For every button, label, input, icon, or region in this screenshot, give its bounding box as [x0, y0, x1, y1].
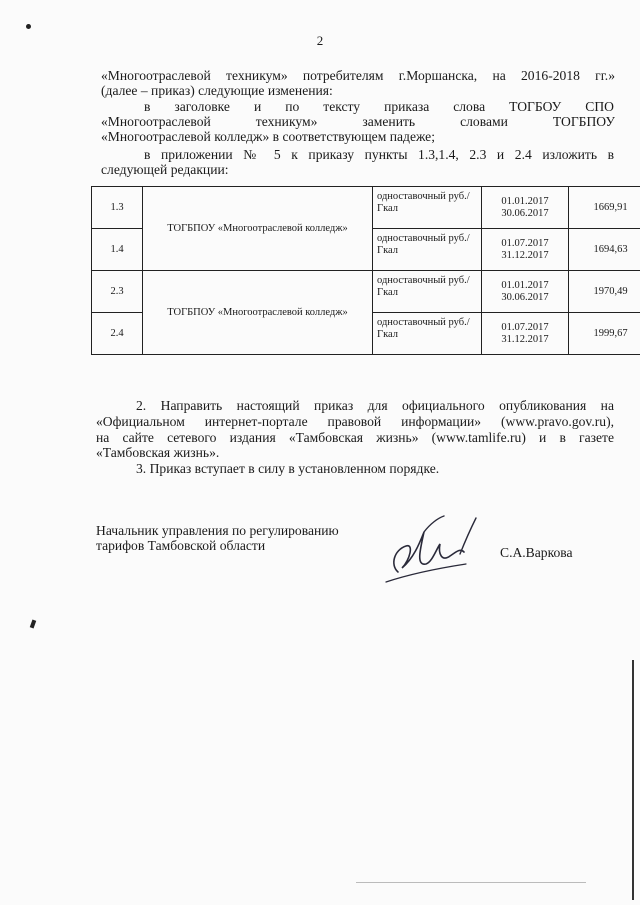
tariff-table	[91, 186, 640, 355]
tariff-value: 1694,63	[569, 229, 640, 271]
change-1-line-3: «Многоотраслевой колледж» в соответствующем падеже;	[101, 129, 435, 144]
intro-line-2: (далее – приказ) следующие изменения:	[101, 83, 333, 98]
tariff-value: 1999,67	[569, 313, 640, 355]
period-from: 01.01.2017	[501, 279, 549, 291]
period-from: 01.07.2017	[501, 321, 549, 333]
unit-cell: одноставочный руб./Гкал	[373, 229, 482, 271]
table-row	[92, 271, 640, 313]
change-1-line-2: «Многоотраслевой техникум» заменить словами ТОГБПОУ	[101, 114, 615, 129]
signatory-title-line-1: Начальник управления по регулированию	[96, 523, 339, 538]
change-1-line-1: в заголовке и по тексту приказа слова ТОГБОУ СПО	[144, 99, 614, 114]
period-from: 01.01.2017	[501, 195, 549, 207]
signatory-name: С.А.Варкова	[500, 545, 573, 560]
unit-cell: одноставочный руб./Гкал	[373, 271, 482, 313]
signatory-title	[96, 523, 339, 553]
period-to: 30.06.2017	[501, 207, 549, 219]
row-number: 2.4	[92, 313, 143, 355]
period-cell	[482, 229, 569, 271]
change-2-line-1: в приложении № 5 к приказу пункты 1.3,1.4, 2.3 и 2.4 изложить в	[144, 147, 614, 162]
table-row	[92, 187, 640, 229]
scan-edge-line	[632, 660, 634, 900]
period-cell	[482, 187, 569, 229]
unit-cell: одноставочный руб./Гкал	[373, 187, 482, 229]
scan-speck	[30, 620, 36, 629]
page-number: 2	[316, 33, 324, 48]
period-cell	[482, 271, 569, 313]
signatory-title-line-2: тарифов Тамбовской области	[96, 538, 266, 553]
change-2-line-2: следующей редакции:	[101, 162, 229, 177]
row-number: 1.3	[92, 187, 143, 229]
item-2-line-3: на сайте сетевого издания «Тамбовская жизнь» (www.tamlife.ru) и в газете	[96, 430, 614, 445]
item-3: 3. Приказ вступает в силу в установленном порядке.	[136, 461, 440, 476]
period-to: 30.06.2017	[501, 291, 549, 303]
organization-cell: ТОГБПОУ «Многоотраслевой колледж»	[143, 271, 373, 355]
intro-line-1: «Многоотраслевой техникум» потребителям г.Моршанска, на 2016-2018 гг.»	[101, 68, 615, 83]
organization-cell: ТОГБПОУ «Многоотраслевой колледж»	[143, 187, 373, 271]
period-cell	[482, 313, 569, 355]
tariff-value: 1669,91	[569, 187, 640, 229]
row-number: 1.4	[92, 229, 143, 271]
period-from: 01.07.2017	[501, 237, 549, 249]
handwritten-signature	[380, 510, 490, 590]
period-to: 31.12.2017	[501, 249, 549, 261]
period-to: 31.12.2017	[501, 333, 549, 345]
unit-cell: одноставочный руб./Гкал	[373, 313, 482, 355]
item-2-line-1: 2. Направить настоящий приказ для официального опубликования на	[136, 398, 614, 413]
row-number: 2.3	[92, 271, 143, 313]
scan-edge-line	[356, 882, 586, 883]
item-2-line-2: «Официальном интернет-портале правовой информации» (www.pravo.gov.ru),	[96, 414, 614, 429]
tariff-value: 1970,49	[569, 271, 640, 313]
scan-speck	[26, 24, 31, 29]
item-2-line-4: «Тамбовская жизнь».	[96, 445, 220, 460]
